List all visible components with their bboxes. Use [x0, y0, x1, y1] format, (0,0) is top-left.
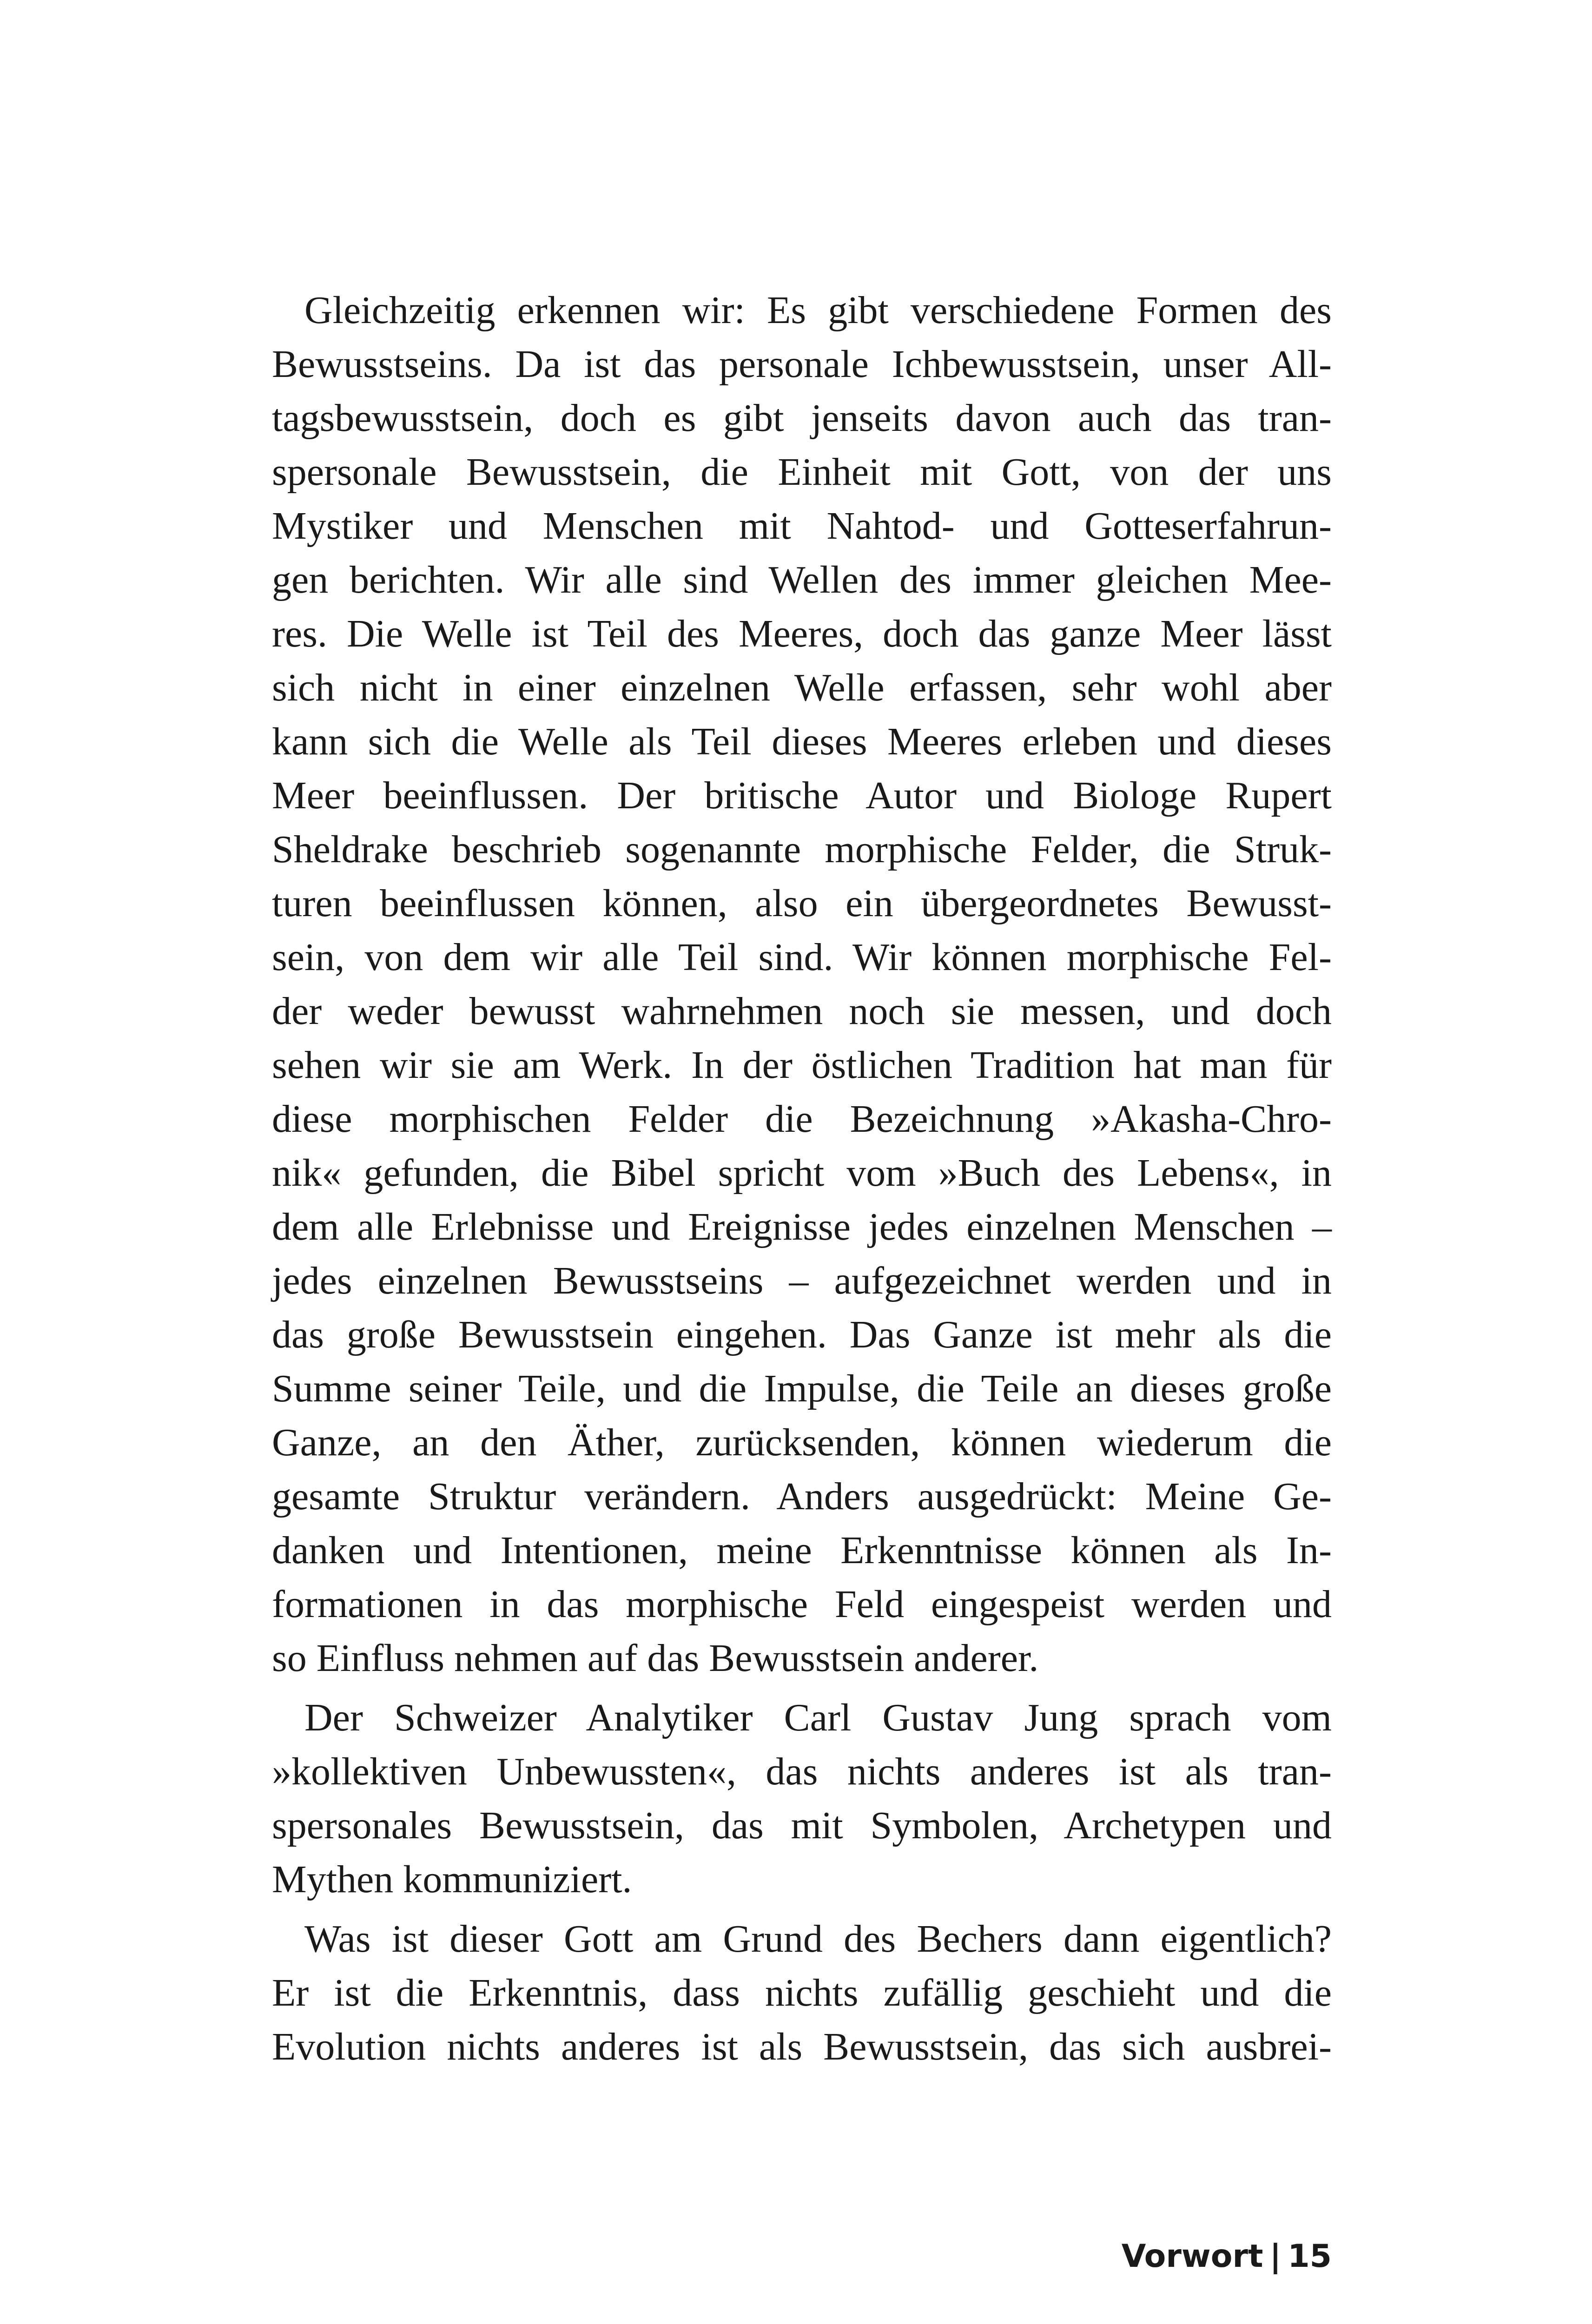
text-line: sehen wir sie am Werk. In der östlichen Tradition hat man für — [272, 1043, 1332, 1087]
text-line: das große Bewusstsein eingehen. Das Ganze ist mehr als die — [272, 1313, 1332, 1356]
page-number: 15 — [1288, 2238, 1332, 2275]
text-line: diese morphischen Felder die Bezeichnung »Akasha-Chro- — [272, 1097, 1332, 1141]
section-title: Vorwort — [1121, 2238, 1263, 2275]
text-line: Evolution nichts anderes ist als Bewusstsein, das sich ausbrei- — [272, 2025, 1332, 2068]
text-line: Sheldrake beschrieb sogenannte morphische Felder, die Struk- — [272, 828, 1332, 871]
text-line: jedes einzelnen Bewusstseins – aufgezeichnet werden und in — [272, 1259, 1332, 1302]
body-text — [272, 284, 1332, 2074]
text-line: turen beeinflussen können, also ein übergeordnetes Bewusst- — [272, 882, 1332, 925]
text-line: nik« gefunden, die Bibel spricht vom »Buch des Lebens«, in — [272, 1151, 1332, 1195]
page-footer — [1122, 2236, 1332, 2278]
text-line: spersonale Bewusstsein, die Einheit mit Gott, von der uns — [272, 450, 1332, 494]
text-line: sein, von dem wir alle Teil sind. Wir können morphische Fel- — [272, 936, 1332, 979]
text-line: gesamte Struktur verändern. Anders ausgedrückt: Meine Ge- — [272, 1475, 1332, 1518]
text-line: sich nicht in einer einzelnen Welle erfassen, sehr wohl aber — [272, 666, 1332, 709]
text-line: spersonales Bewusstsein, das mit Symbolen, Archetypen und — [272, 1804, 1332, 1847]
text-line: Bewusstseins. Da ist das personale Ichbewusstsein, unser All- — [272, 343, 1332, 386]
text-line: Mythen kommuniziert. — [272, 1858, 632, 1901]
text-line: Ganze, an den Äther, zurücksenden, können wiederum die — [272, 1421, 1332, 1464]
text-line: gen berichten. Wir alle sind Wellen des immer gleichen Mee- — [272, 558, 1332, 601]
text-line: »kollektiven Unbewussten«, das nichts anderes ist als tran- — [272, 1750, 1332, 1793]
paragraph-1 — [272, 284, 1332, 1685]
paragraph-2 — [272, 1691, 1332, 1907]
text-line: Der Schweizer Analytiker Carl Gustav Jung sprach vom — [304, 1696, 1332, 1739]
text-line: res. Die Welle ist Teil des Meeres, doch das ganze Meer lässt — [272, 612, 1332, 655]
text-line: Summe seiner Teile, und die Impulse, die Teile an dieses große — [272, 1367, 1332, 1410]
text-line: Mystiker und Menschen mit Nahtod- und Gotteserfahrun- — [272, 504, 1332, 548]
text-line: kann sich die Welle als Teil dieses Meeres erleben und dieses — [272, 720, 1332, 763]
text-line: Er ist die Erkenntnis, dass nichts zufällig geschieht und die — [272, 1971, 1332, 2014]
text-line: Gleichzeitig erkennen wir: Es gibt verschiedene Formen des — [304, 289, 1332, 332]
text-line: tagsbewusstsein, doch es gibt jenseits davon auch das tran- — [272, 396, 1332, 440]
text-line: der weder bewusst wahrnehmen noch sie messen, und doch — [272, 990, 1332, 1033]
text-line: Meer beeinflussen. Der britische Autor und Biologe Rupert — [272, 774, 1332, 817]
text-line: dem alle Erlebnisse und Ereignisse jedes einzelnen Menschen – — [272, 1205, 1332, 1248]
text-line: Was ist dieser Gott am Grund des Bechers dann eigentlich? — [304, 1917, 1332, 1961]
text-line: formationen in das morphische Feld eingespeist werden und — [272, 1583, 1332, 1626]
text-line: so Einfluss nehmen auf das Bewusstsein anderer. — [272, 1637, 1039, 1680]
footer-separator: | — [1269, 2238, 1282, 2275]
paragraph-3 — [272, 1912, 1332, 2074]
text-line: danken und Intentionen, meine Erkenntnisse können als In- — [272, 1529, 1332, 1572]
